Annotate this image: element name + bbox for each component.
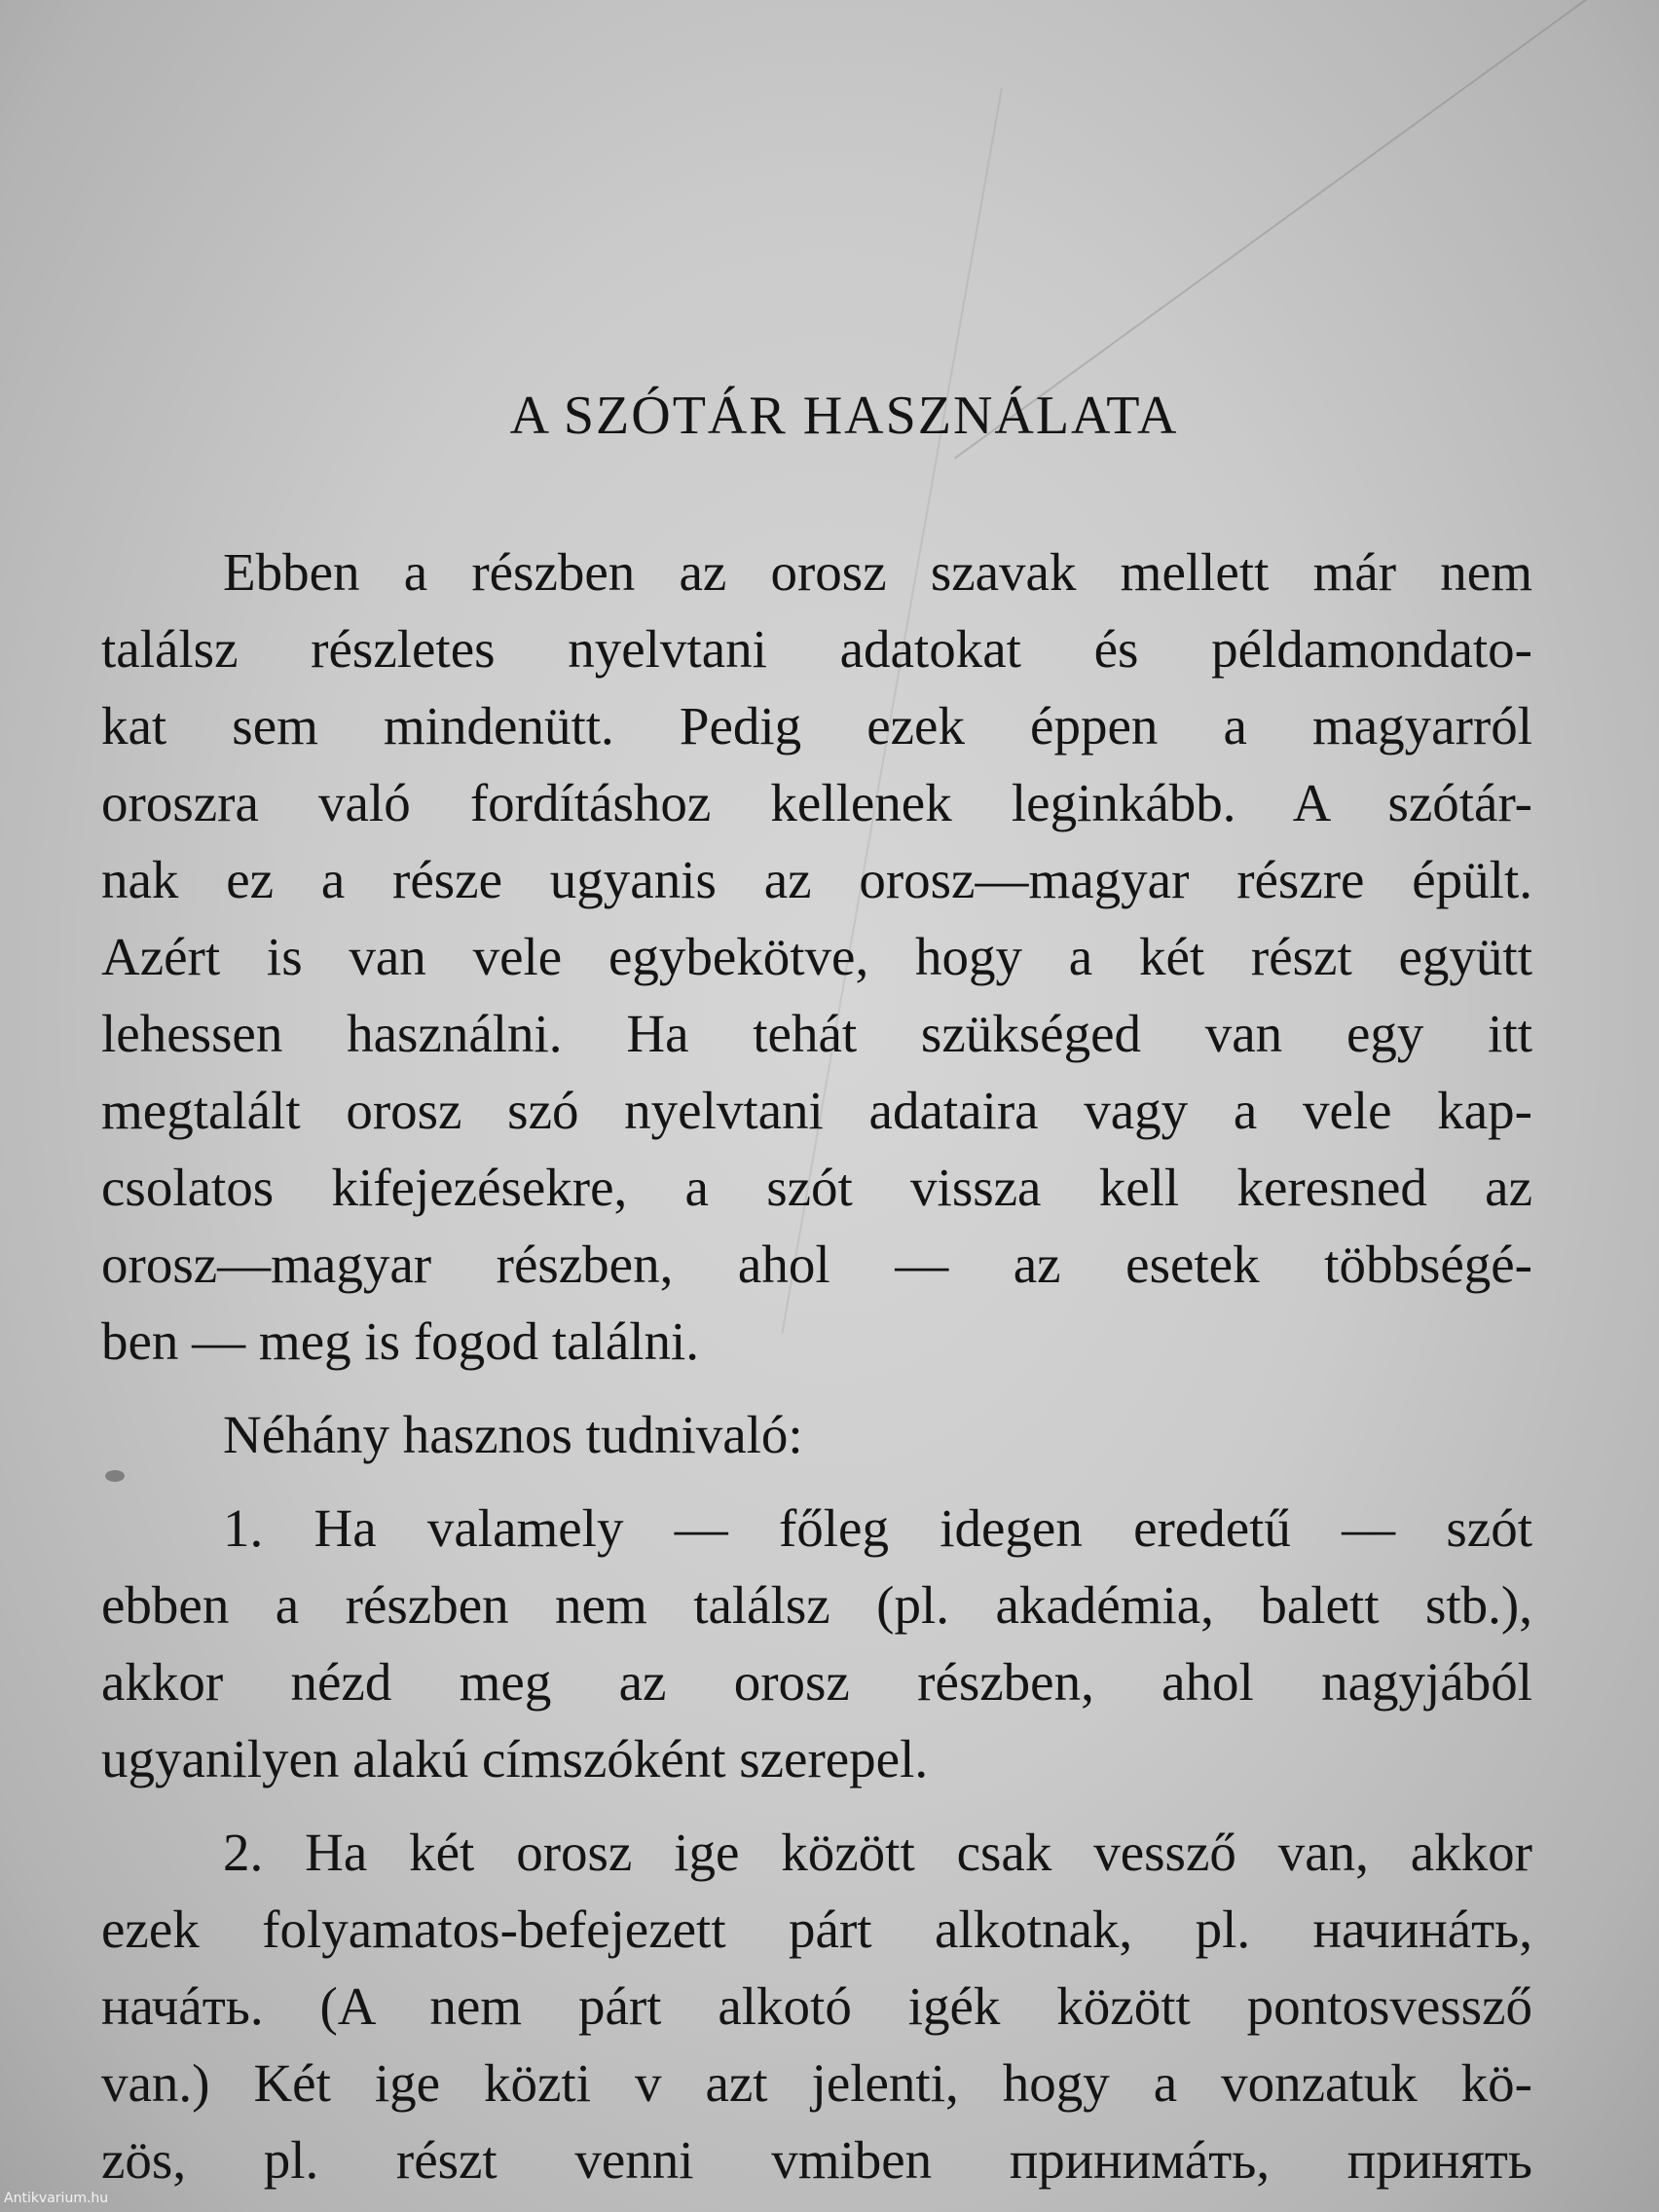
tips-heading-paragraph xyxy=(101,1396,1532,1473)
text-line: oroszra való fordításhoz kellenek leginkább. A szótár- xyxy=(101,773,1532,832)
text-line: Ebben a részben az orosz szavak mellett már nem xyxy=(223,542,1532,602)
tip-2-paragraph xyxy=(101,1814,1532,2198)
text-line: akkor nézd meg az orosz részben, ahol nagyjából xyxy=(101,1652,1532,1712)
text-line: Néhány hasznos tudnivaló: xyxy=(223,1405,803,1464)
text-line: ugyanilyen alakú címszóként szerepel. xyxy=(101,1729,929,1788)
text-line: начáть. (A nem párt alkotó igék között pontosvessző xyxy=(101,1976,1532,2036)
intro-paragraph xyxy=(101,534,1532,1380)
text-line: ben — meg is fogod találni. xyxy=(101,1311,700,1371)
text-line: 2. Ha két orosz ige között csak vessző van, akkor xyxy=(223,1823,1532,1882)
tip-1-paragraph xyxy=(101,1490,1532,1797)
text-line: ezek folyamatos-befejezett párt alkotnak, pl. начинáть, xyxy=(101,1899,1532,1959)
page-title: A SZÓTÁR HASZNÁLATA xyxy=(509,386,1179,446)
text-line: Azért is van vele egybekötve, hogy a két részt együtt xyxy=(101,927,1532,986)
text-line: orosz—magyar részben, ahol — az esetek többségé- xyxy=(101,1235,1532,1294)
text-line: megtalált orosz szó nyelvtani adataira vagy a vele kap- xyxy=(101,1081,1532,1140)
text-line: kat sem mindenütt. Pedig ezek éppen a magyarról xyxy=(101,696,1532,756)
text-line: lehessen használni. Ha tehát szükséged van egy itt xyxy=(101,1004,1532,1063)
text-line: 1. Ha valamely — főleg idegen eredetű — szót xyxy=(223,1498,1532,1558)
text-line: nak ez a része ugyanis az orosz—magyar részre épült. xyxy=(101,850,1532,909)
text-line: van.) Két ige közti v azt jelenti, hogy a vonzatuk kö- xyxy=(101,2053,1532,2113)
text-line: ebben a részben nem találsz (pl. akadémia, balett stb.), xyxy=(101,1575,1532,1635)
text-line: csolatos kifejezésekre, a szót vissza kell keresned az xyxy=(101,1158,1532,1217)
text-line: zös, pl. részt venni vmiben принимáть, принять xyxy=(101,2130,1532,2190)
watermark-text: Antikvarium.hu xyxy=(4,2191,109,2206)
text-line: találsz részletes nyelvtani adatokat és példamondato- xyxy=(101,619,1532,679)
body-text xyxy=(101,534,1532,2198)
